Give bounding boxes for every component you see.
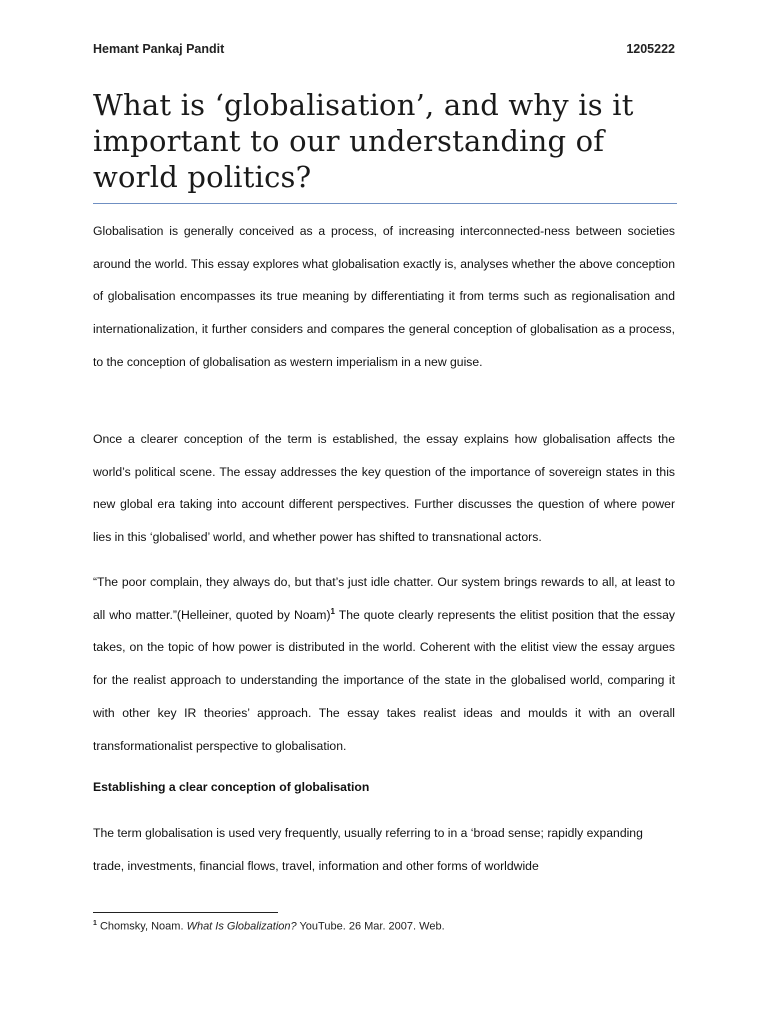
student-id: 1205222: [626, 42, 675, 56]
quote-commentary: The quote clearly represents the elitist position that the essay takes, on the topic of how power is distributed in the world. Coherent with the elitist view the essay argues for the realist approach to understanding the importance of the state in the globalised world, comparing it with other key IR theories’ approach. The essay takes realist ideas and moulds it with an overall transformationalist perspective to globalisation.: [93, 607, 675, 753]
paragraph-section: The term globalisation is used very frequently, usually referring to in a ‘broad sense; rapidly expanding trade, investments, financial flows, travel, information and other forms of worldwide: [93, 826, 643, 873]
footnote: [93, 920, 445, 933]
title-underline: [93, 203, 677, 204]
footnote-work-title: What Is Globalization?: [186, 920, 297, 933]
page-header: [93, 42, 675, 62]
paragraph-intro: Globalisation is generally conceived as a process, of increasing interconnected-ness between societies around the world. This essay explores what globalisation exactly is, analyses whether the above conception of globalisation encompasses its true meaning by differentiating it from terms such as regionalisation and internationalization, it further considers and compares the general conception of globalisation as a process, to the conception of globalisation as western imperialism in a new guise.: [93, 224, 675, 369]
author-name: Hemant Pankaj Pandit: [93, 42, 225, 56]
footnote-reference[interactable]: 1: [330, 606, 335, 616]
section-heading: Establishing a clear conception of globalisation: [93, 780, 370, 794]
paragraph-quote: [93, 566, 675, 762]
footnote-separator: [93, 912, 278, 913]
essay-title: What is ‘globalisation’, and why is it important to our understanding of world politics?: [93, 88, 634, 194]
footnote-mark: 1: [93, 920, 97, 927]
paragraph-scope: Once a clearer conception of the term is established, the essay explains how globalisation affects the world’s political scene. The essay addresses the key question of the importance of sovereign states in this new global era taking into account different perspectives. Further discusses the question of where power lies in this ‘globalised’ world, and whether power has shifted to transnational actors.: [93, 432, 675, 545]
footnote-source: YouTube. 26 Mar. 2007. Web.: [296, 920, 445, 933]
footnote-author: Chomsky, Noam.: [96, 920, 187, 933]
quote-text: “The poor complain, they always do, but that’s just idle chatter. Our system brings rewards to all, at least to all who matter.”(Helleiner, quoted by Noam): [93, 575, 675, 622]
